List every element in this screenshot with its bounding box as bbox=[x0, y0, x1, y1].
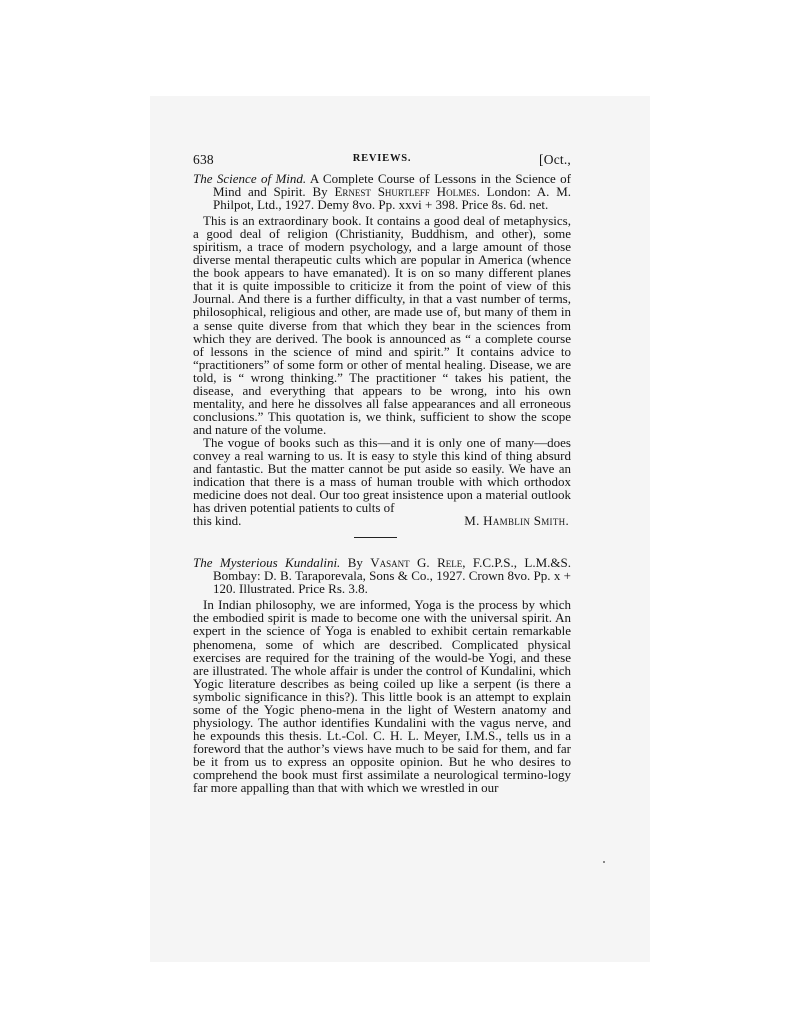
review-1-citation bbox=[193, 172, 571, 211]
review-2-paragraph-1: In Indian philosophy, we are informed, Yoga is the process by which the embodied spirit is made to become one with the universal spirit. An expert in the science of Yoga is enabled to exhibit certain remarkable phenomena, some of which are described. Complicated physical exercises are required for the training of the would-be Yogi, and these are illustrated. The whole affair is under the control of Kundalini, which Yogic literature describes as being coiled up like a serpent (is there a symbolic significance in this?). This little book is an attempt to explain some of the Yogic pheno-mena in the light of Western anatomy and physiology. The author identifies Kundalini with the vagus nerve, and he expounds this thesis. Lt.-Col. C. H. L. Meyer, I.M.S., tells us in a foreword that the author’s views have much to be said for them, and far be it from us to express an opposite opinion. But he who desires to comprehend the book must first assimilate a neurological termino-logy far more appalling than that with which we wrestled in our bbox=[193, 597, 571, 796]
review-1-author: Ernest Shurtleff Holmes. bbox=[334, 184, 480, 200]
review-2-by: By bbox=[347, 555, 363, 571]
review-1-description: A Complete Course of Lessons in the Science of Mind and Spirit. bbox=[213, 171, 571, 200]
scan-speck bbox=[603, 861, 605, 863]
review-2-title: The Mysterious Kundalini. bbox=[193, 555, 341, 571]
review-1-paragraph-1: This is an extraordinary book. It contains a good deal of metaphysics, a good deal of religion (Christianity, Buddhism, and other), some spiritism, a trace of modern psychology, and a large amount of those diverse mental therapeutic cults which are popular in America (whence the book appears to have emanated). It is on so many different planes that it is quite impossible to criticize it from the point of view of this Journal. And there is a further difficulty, in that a vast number of terms, philosophical, religious and other, are made use of, but many of them in a sense quite diverse from that which they bear in the sciences from which they are derived. The book is announced as “ a complete course of lessons in the science of mind and spirit.” It contains advice to “practitioners” of some form or other of mental healing. Disease, we are told, is “ wrong thinking.” The practitioner “ takes his patient, the disease, and everything that appears to be wrong, into his own mentality, and here he dissolves all false appearances and all erroneous conclusions.” This quotation is, we think, sufficient to show the scope and nature of the volume. bbox=[193, 213, 571, 437]
review-1-paragraph-2-end: this kind. bbox=[193, 513, 242, 529]
text-column bbox=[193, 152, 571, 794]
review-1-title: The Science of Mind. bbox=[193, 171, 307, 186]
review-2-citation bbox=[193, 556, 571, 595]
review-1-by: By bbox=[312, 184, 328, 200]
review-2-publication: F.C.P.S., L.M.&S. Bombay: D. B. Taraporevala, Sons & Co., 1927. Crown 8vo. Pp. x + 120. Illustrated. Price Rs. 3.8. bbox=[213, 555, 571, 597]
review-2-author: Vasant G. Rele, bbox=[370, 555, 466, 571]
review-1-publication: London: A. M. Philpot, Ltd., 1927. Demy 8vo. Pp. xxvi + 398. Price 8s. 6d. net. bbox=[213, 184, 571, 213]
running-title: REVIEWS. bbox=[352, 153, 412, 164]
section-divider bbox=[354, 537, 397, 538]
review-1-signature-line bbox=[193, 514, 571, 527]
review-1-paragraph-2: The vogue of books such as this—and it is only one of many—does convey a real warning to us. It is easy to style this kind of thing absurd and fantastic. But the matter cannot be put aside so easily. We have an indication that there is a mass of human trouble with which orthodox medicine does not deal. Our too great insistence upon a material outlook has driven potential patients to cults of bbox=[193, 434, 571, 516]
page-header bbox=[193, 152, 571, 172]
page-number: 638 bbox=[193, 152, 214, 167]
review-1-signature: M. Hamblin Smith. bbox=[464, 513, 569, 529]
date-reference: [Oct., bbox=[539, 152, 571, 167]
